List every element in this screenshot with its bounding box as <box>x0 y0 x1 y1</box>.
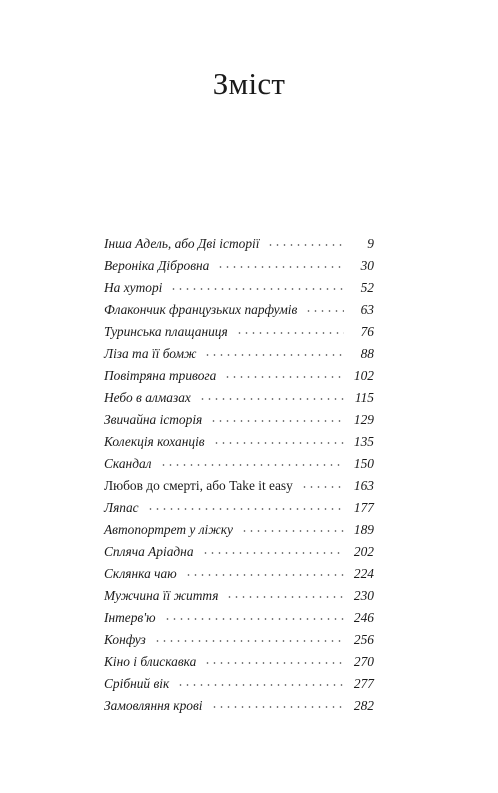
toc-entry-page: 52 <box>360 280 374 295</box>
toc-entry-title: Небо в алмазах <box>104 390 191 405</box>
dot-leader <box>185 574 344 576</box>
toc-entry <box>104 673 374 695</box>
dot-leader <box>147 508 344 510</box>
page-title: Зміст <box>212 66 286 101</box>
dot-leader <box>241 530 344 532</box>
toc-entry-page: 102 <box>353 368 374 383</box>
toc-entry-title: Ліза та її бомж <box>104 346 197 361</box>
toc-entry <box>104 431 374 453</box>
toc-entry <box>104 365 374 387</box>
dot-leader <box>224 376 344 378</box>
dot-leader <box>210 420 344 422</box>
toc-entry-title: Флакончик французьких парфумів <box>104 302 298 317</box>
dot-leader <box>160 464 344 466</box>
dot-leader <box>204 354 344 356</box>
toc-entry <box>104 695 374 717</box>
dot-leader <box>177 684 344 686</box>
toc-entry-title: На хуторі <box>104 280 163 295</box>
dot-leader <box>170 288 344 290</box>
toc-entry-page: 202 <box>353 544 374 559</box>
toc-entry <box>104 255 374 277</box>
dot-leader <box>199 398 344 400</box>
dot-leader <box>236 332 344 334</box>
toc-entry-page: 177 <box>353 500 374 515</box>
dot-leader <box>154 640 344 642</box>
toc-entry-title: Мужчина її життя <box>104 588 219 603</box>
toc-entry-page: 9 <box>367 236 374 251</box>
dot-leader <box>267 244 344 246</box>
toc-entry-title: Срібний вік <box>104 676 170 691</box>
toc-entry <box>104 629 374 651</box>
toc-entry <box>104 475 374 497</box>
toc-entry-page: 30 <box>360 258 374 273</box>
dot-leader <box>213 442 344 444</box>
toc-entry-title: Склянка чаю <box>104 566 177 581</box>
dot-leader <box>202 552 344 554</box>
toc-entry-page: 246 <box>353 610 374 625</box>
toc-entry-page: 63 <box>360 302 374 317</box>
toc-entry-page: 76 <box>360 324 374 339</box>
dot-leader <box>164 618 344 620</box>
dot-leader <box>204 662 344 664</box>
dot-leader <box>217 266 344 268</box>
table-of-contents <box>104 233 374 717</box>
dot-leader <box>226 596 344 598</box>
toc-entry-page: 150 <box>353 456 374 471</box>
toc-entry-page: 256 <box>353 632 374 647</box>
toc-entry <box>104 519 374 541</box>
toc-entry-page: 270 <box>353 654 374 669</box>
toc-entry <box>104 409 374 431</box>
toc-entry-page: 135 <box>353 434 374 449</box>
toc-entry-title: Кіно і блискавка <box>104 654 197 669</box>
toc-entry <box>104 233 374 255</box>
toc-entry <box>104 497 374 519</box>
toc-entry <box>104 453 374 475</box>
toc-entry-title: Ляпас <box>104 500 139 515</box>
dot-leader <box>301 486 344 488</box>
toc-entry-title: Скандал <box>104 456 152 471</box>
toc-entry-page: 189 <box>353 522 374 537</box>
toc-entry-title: Звичайна історія <box>104 412 203 427</box>
toc-entry <box>104 585 374 607</box>
toc-entry-page: 282 <box>353 698 374 713</box>
toc-entry-title: Інтерв'ю <box>104 610 156 625</box>
toc-entry-title: Спляча Аріадна <box>104 544 194 559</box>
toc-entry-title: Любов до смерті, або Take it easy <box>104 478 293 493</box>
dot-leader <box>305 310 344 312</box>
toc-entry-title: Конфуз <box>104 632 146 647</box>
toc-entry <box>104 607 374 629</box>
toc-entry-title: Замовляння крові <box>104 698 203 713</box>
toc-entry <box>104 651 374 673</box>
toc-entry-page: 115 <box>354 390 374 405</box>
toc-entry <box>104 343 374 365</box>
toc-entry-title: Автопортрет у ліжку <box>104 522 233 537</box>
toc-entry-page: 224 <box>353 566 374 581</box>
toc-entry-title: Повітряна тривога <box>104 368 217 383</box>
dot-leader <box>211 706 345 708</box>
toc-entry-title: Вероніка Дібровна <box>104 258 210 273</box>
toc-entry-page: 88 <box>360 346 374 361</box>
toc-entry-title: Колекція коханців <box>104 434 205 449</box>
toc-entry-page: 230 <box>353 588 374 603</box>
toc-entry <box>104 321 374 343</box>
toc-entry-title: Туринська плащаниця <box>104 324 228 339</box>
toc-entry <box>104 387 374 409</box>
toc-entry <box>104 541 374 563</box>
toc-entry <box>104 563 374 585</box>
toc-entry-page: 129 <box>353 412 374 427</box>
toc-entry <box>104 277 374 299</box>
toc-entry-title: Інша Адель, або Дві історії <box>104 236 260 251</box>
toc-entry-page: 277 <box>353 676 374 691</box>
toc-entry <box>104 299 374 321</box>
toc-entry-page: 163 <box>353 478 374 493</box>
